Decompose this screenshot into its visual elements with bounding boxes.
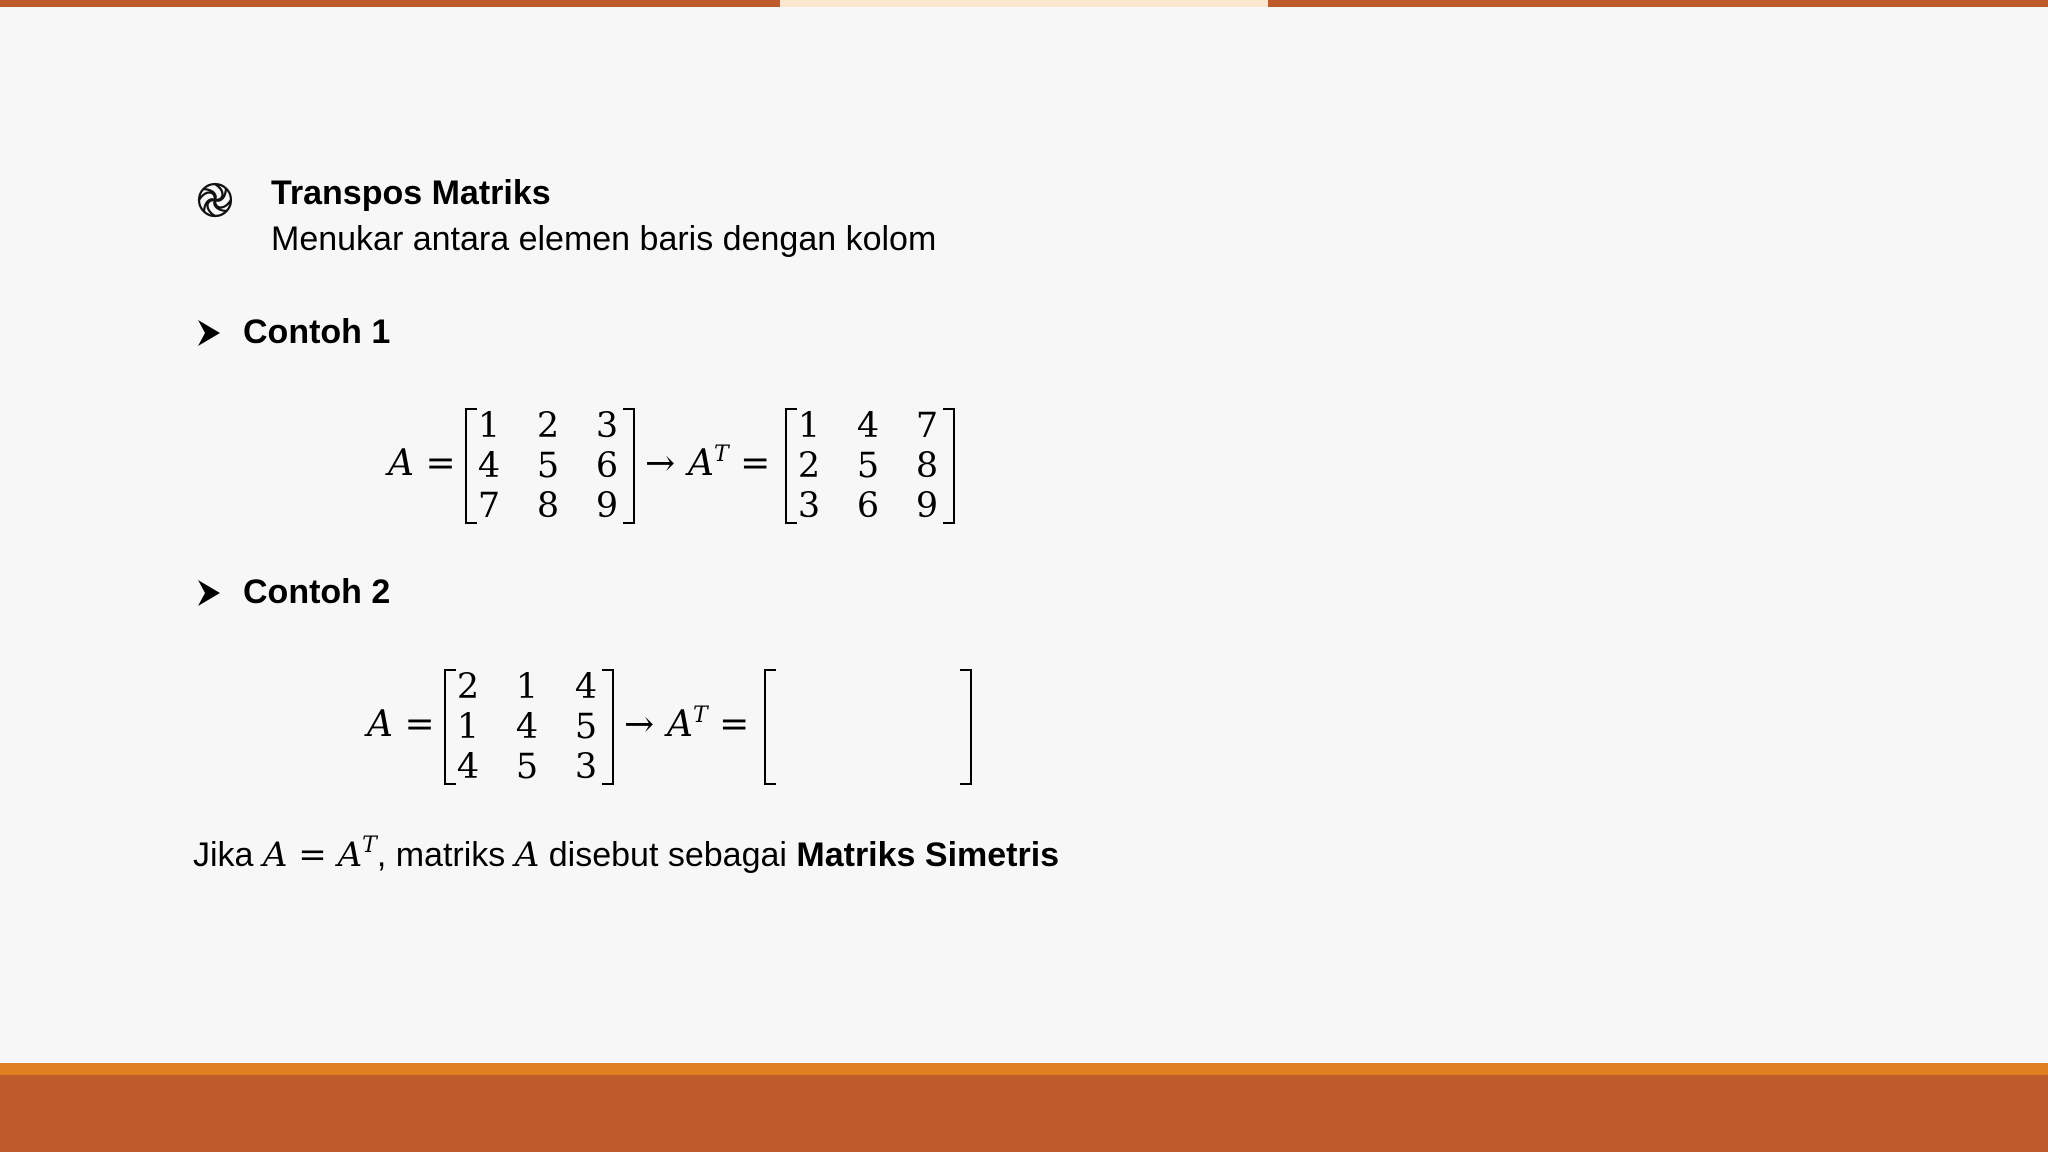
matrix-cell: 4 xyxy=(515,707,539,747)
arrowhead-icon xyxy=(196,318,222,348)
matrix-cell: 1 xyxy=(515,667,539,707)
top-bar-left xyxy=(0,0,780,7)
bracket-left xyxy=(764,669,776,785)
matrix-cell: 6 xyxy=(856,486,880,526)
transpose-equals: = xyxy=(719,704,750,745)
example-2-matrix-at-empty xyxy=(764,667,972,787)
conclusion-prefix: Jika xyxy=(193,836,263,874)
footer-band xyxy=(0,1075,2048,1152)
matrix-cell: 5 xyxy=(574,707,598,747)
bracket-right xyxy=(943,408,955,524)
matrix-cell: 7 xyxy=(915,406,939,446)
conclusion-eq-mid: = xyxy=(287,835,338,875)
conclusion-var: A xyxy=(514,835,540,875)
matrix-cell: 9 xyxy=(595,486,619,526)
matrix-cell: 6 xyxy=(595,446,619,486)
matrix-cell: 5 xyxy=(515,747,539,787)
swirl-icon xyxy=(195,180,235,220)
conclusion-eq-sup: T xyxy=(362,833,377,858)
transpose-var: A xyxy=(667,704,693,745)
example-2-lhs: A = xyxy=(367,704,435,745)
matrix-cell: 5 xyxy=(536,446,560,486)
matrix-cell: 8 xyxy=(915,446,939,486)
matrix-cell: 3 xyxy=(595,406,619,446)
bracket-right xyxy=(623,408,635,524)
example-1-lhs: A = xyxy=(388,443,456,484)
example-2-label: Contoh 2 xyxy=(243,573,391,611)
matrix-cell: 2 xyxy=(456,667,480,707)
matrix-cell: 2 xyxy=(797,446,821,486)
example-1-label: Contoh 1 xyxy=(243,313,391,351)
matrix-cell: 3 xyxy=(574,747,598,787)
bracket-right xyxy=(960,669,972,785)
matrix-cell: 5 xyxy=(856,446,880,486)
transpose-sup: T xyxy=(693,703,708,728)
example-2-matrix-a xyxy=(444,667,614,787)
matrix-cell: 1 xyxy=(477,406,501,446)
matrix-cell: 7 xyxy=(477,486,501,526)
example-1-matrix-at xyxy=(785,406,955,526)
matrix-cell: 4 xyxy=(574,667,598,707)
matrix-cell: 1 xyxy=(456,707,480,747)
matrix-cell: 8 xyxy=(536,486,560,526)
footer-accent-line xyxy=(0,1063,2048,1075)
conclusion-bold-term: Matriks Simetris xyxy=(796,836,1060,874)
example-2-transpose xyxy=(667,704,749,745)
conclusion-middle: , matriks xyxy=(376,836,515,874)
conclusion-eq-lhs: A xyxy=(262,835,288,875)
example-1-transpose xyxy=(688,443,770,484)
matrix-cell: 2 xyxy=(536,406,560,446)
matrix-cell: 4 xyxy=(477,446,501,486)
top-accent-bar xyxy=(0,0,2048,7)
top-bar-highlight xyxy=(780,0,1268,7)
matrix-cell: 4 xyxy=(856,406,880,446)
transpose-equals: = xyxy=(740,443,771,484)
transpose-sup: T xyxy=(714,442,729,467)
conclusion-text xyxy=(193,835,1059,875)
conclusion-suffix: disebut sebagai xyxy=(539,836,797,874)
example-1-matrix-a xyxy=(465,406,635,526)
matrix-cell: 4 xyxy=(456,747,480,787)
transpose-var: A xyxy=(688,443,714,484)
example-1-arrow: → xyxy=(645,443,676,484)
matrix-cell: 1 xyxy=(797,406,821,446)
bracket-right xyxy=(602,669,614,785)
example-2-arrow: → xyxy=(624,704,655,745)
slide-title: Transpos Matriks xyxy=(271,174,551,212)
slide-subtitle: Menukar antara elemen baris dengan kolom xyxy=(271,220,937,258)
conclusion-eq-rhs: A xyxy=(337,835,363,875)
top-bar-right xyxy=(1268,0,2048,7)
matrix-cell: 3 xyxy=(797,486,821,526)
matrix-cell: 9 xyxy=(915,486,939,526)
arrowhead-icon xyxy=(196,578,222,608)
